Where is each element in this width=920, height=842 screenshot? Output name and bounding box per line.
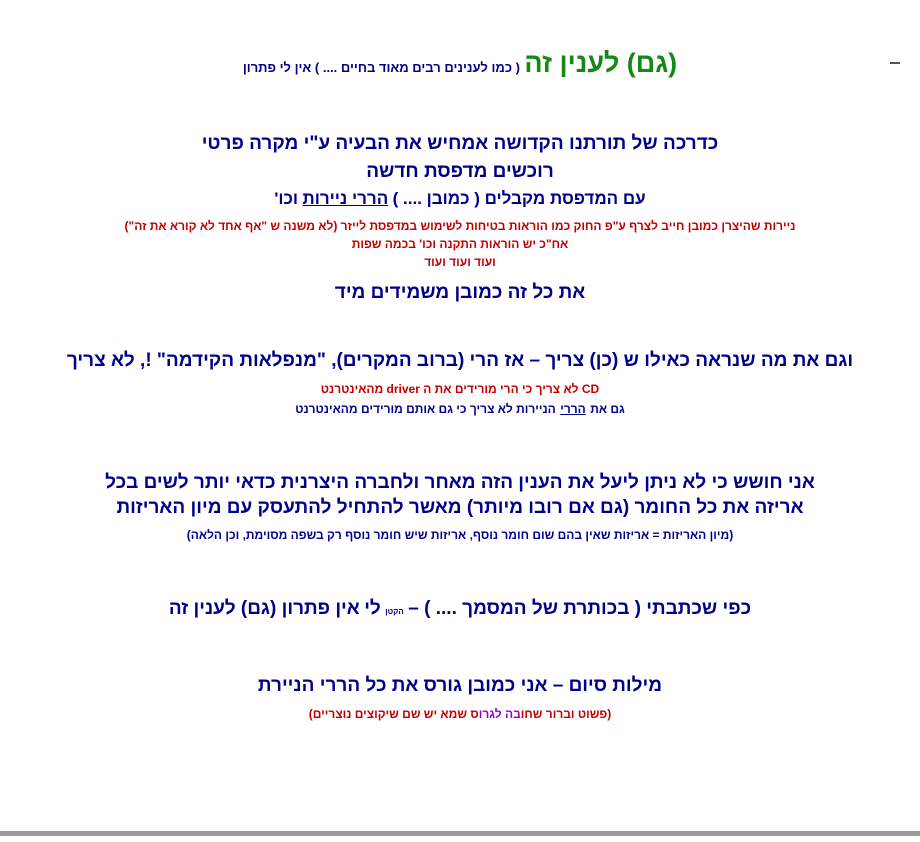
- section1-line4: [18, 217, 902, 235]
- section4-pre-text: כפי שכתבתי ( בכותרת של המסמך .... ) –: [408, 597, 752, 619]
- section1-line2-text: רוכשים מדפסת חדשה: [366, 160, 554, 182]
- section1-line1-text: כדרכה של תורתנו הקדושה אמחיש את הבעיה ע"י מקרה פרטי: [201, 133, 719, 154]
- section2-line1: [18, 348, 902, 374]
- section1-line3: [18, 188, 902, 211]
- section1-line7: [18, 280, 902, 306]
- section2-line2: [18, 380, 902, 398]
- section4-small-note: הקטן: [385, 606, 404, 616]
- section5-line2-purple: בה לגרו: [478, 707, 521, 722]
- title-main-text: (גם) לענין זה: [524, 48, 678, 78]
- document-content: [0, 48, 920, 723]
- section1-line6: [18, 253, 902, 271]
- top-page-marker: [890, 62, 900, 64]
- section2-line3-post: הניירות לא צריך כי גם אותם מורידים מהאינטרנט: [295, 401, 556, 416]
- section2-line3-underlined: הררי: [560, 401, 586, 416]
- section3-line2: [18, 495, 902, 521]
- section1-line5: [18, 235, 902, 253]
- section1-line3-post: וכו': [274, 189, 299, 209]
- section3-line2-text: אריזה את כל החומר (גם אם רובו מיותר) מאשר להתחיל להתעסק עם מיון האריזות: [116, 497, 804, 519]
- section5-line2: [18, 705, 902, 723]
- section5-line1-text: מילות סיום – אני כמובן גורס את כל הררי הניירת: [257, 675, 663, 697]
- section5-line1: [18, 673, 902, 699]
- section1-line3-underlined: הררי ניירות: [302, 189, 389, 209]
- section1-line1: [18, 131, 902, 157]
- section5-line2-red2: ס: [470, 707, 479, 722]
- section1-line4-text: ניירות שהיצרן כמובן חייב לצרף ע"פ החוק כמו הוראות בטיחות לשימוש במדפסת לייזר (לא משנה ש "אף אחד לא קורא את זה"): [124, 219, 796, 234]
- section3-line3-text: (מיון האריזות = אריזות שאין בהם שום חומר נוסף, אריזות שיש חומר נוסף רק בשפה מסוימת, וכן הלאה): [186, 527, 734, 542]
- section1-line5-text: אח"כ יש הוראות התקנה וכו' בכמה שפות: [351, 237, 569, 252]
- section2-line3: [18, 400, 902, 418]
- title-subtitle-text: ( כמו לענינים רבים מאוד בחיים .... ) אין לי פתרון: [242, 60, 520, 75]
- section5-line2-pre: (פשוט וברור ש: [532, 707, 612, 722]
- section4-mid-text: לי: [364, 597, 381, 619]
- document-page: [0, 48, 920, 842]
- section1-line2: [18, 159, 902, 185]
- section4-line1: [18, 596, 902, 622]
- section2-line1-text: וגם את מה שנראה כאילו ש (כן) צריך – אז הרי (ברוב המקרים), "מנפלאות הקידמה" !, לא צריך: [66, 349, 854, 371]
- section5-line2-red: חו: [520, 707, 533, 722]
- footer-white-strip: [0, 836, 920, 842]
- section3-line1: [18, 470, 902, 496]
- section1-line6-text: ועוד ועוד ועוד: [424, 255, 496, 270]
- section3-line1-text: אני חושש כי לא ניתן ליעל את הענין הזה מאחר ולחברה היצרנית כדאי יותר לשים בכל: [105, 471, 815, 493]
- section2-line3-pre: גם את: [590, 401, 625, 416]
- section1-line7-text: את כל זה כמובן משמידים מיד: [334, 282, 586, 304]
- section2-line2-text: CD לא צריך כי הרי מורידים את ה driver מהאינטרנט: [320, 381, 600, 396]
- section5-line2-post: שמא יש שם שיקוצים נוצריים): [308, 707, 471, 722]
- section4-post-text: אין פתרון (גם) לענין זה: [168, 597, 360, 619]
- section1-line3-pre: עם המדפסת מקבלים ( כמובן .... ): [392, 189, 646, 209]
- section3-line3: [18, 526, 902, 544]
- document-title: [18, 48, 902, 79]
